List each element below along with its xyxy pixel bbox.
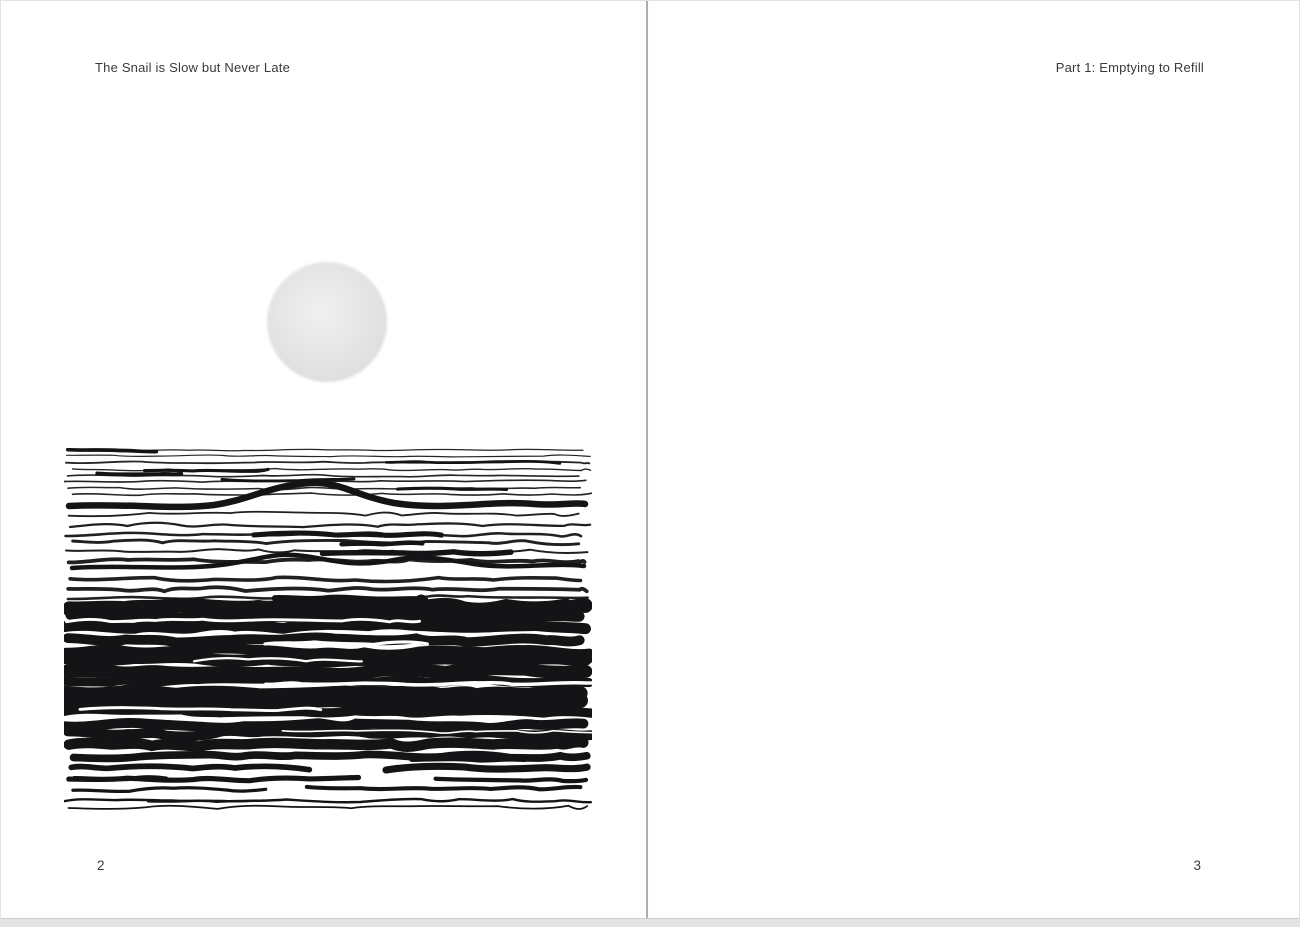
page-number-right: 3 bbox=[1193, 858, 1201, 873]
page-bottom-edge bbox=[0, 918, 1300, 927]
running-header-part-title: Part 1: Emptying to Refill bbox=[1055, 60, 1204, 75]
moon-image bbox=[267, 262, 387, 382]
ocean-waves-ink-image bbox=[64, 448, 592, 812]
page-left bbox=[0, 0, 647, 919]
page-spine-divider bbox=[646, 0, 648, 919]
running-header-book-title: The Snail is Slow but Never Late bbox=[95, 60, 290, 75]
page-number-left: 2 bbox=[97, 858, 105, 873]
page-right bbox=[649, 0, 1300, 919]
